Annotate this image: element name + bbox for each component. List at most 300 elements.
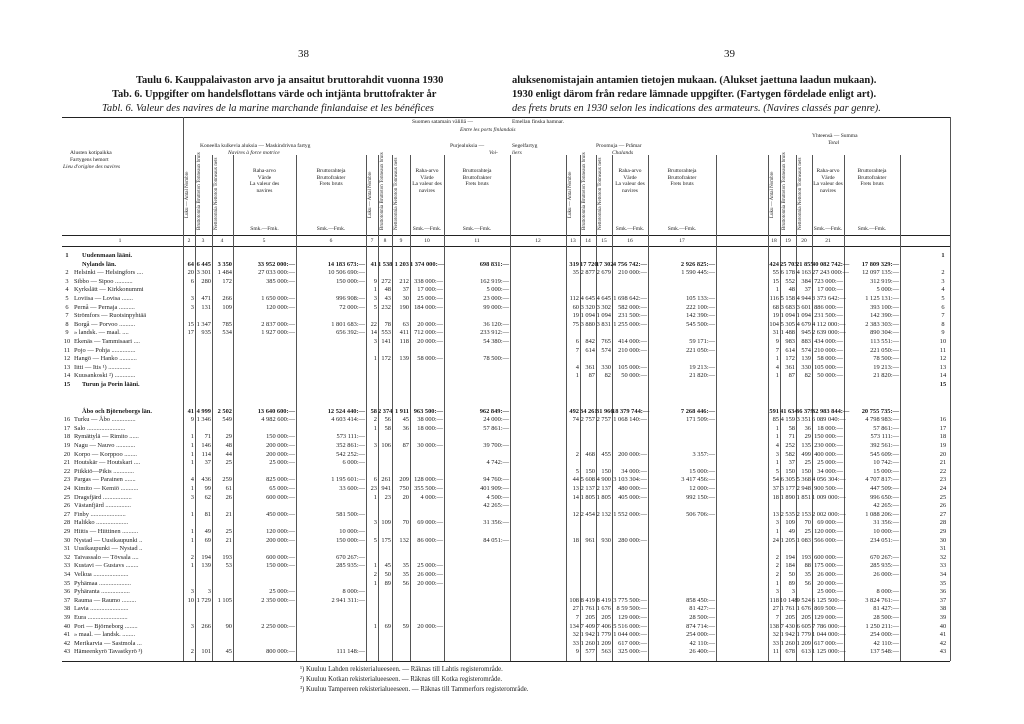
cell-value: 7 268 446:— bbox=[680, 407, 715, 415]
table-row bbox=[0, 408, 1024, 417]
cell-value: 6 178 bbox=[780, 269, 795, 277]
row-number: 25 bbox=[63, 493, 71, 501]
cell-value: 1 590 445:— bbox=[681, 269, 715, 277]
header-home-fi: Alusten kotipaikka bbox=[70, 150, 112, 156]
cell-value: 750 bbox=[399, 485, 409, 492]
row-number: 10 bbox=[63, 338, 71, 345]
cell-value: 10 000:— bbox=[339, 528, 365, 535]
cell-value: 101 bbox=[201, 648, 211, 656]
table-row bbox=[0, 545, 1024, 554]
cell-value: 1 779 bbox=[796, 631, 811, 639]
cell-value: 87 bbox=[788, 372, 795, 380]
cell-value: 3 bbox=[190, 588, 194, 596]
cell-value: 99 bbox=[204, 485, 211, 492]
cell-value: 1 bbox=[190, 528, 194, 535]
cell-value: 384 bbox=[801, 277, 811, 285]
cell-value: 1 bbox=[373, 562, 377, 570]
cell-value: 254 000:— bbox=[686, 631, 715, 639]
cell-value: 3 bbox=[190, 493, 194, 501]
row-number-right: 12 bbox=[939, 355, 947, 363]
row-label: Hiitis — Hiittinen .......... bbox=[74, 528, 139, 535]
subheader-value: Raha-arvo Värde La valeur des navires bbox=[813, 168, 843, 194]
table-row bbox=[0, 476, 1024, 485]
row-label: » maal. — landsk. ........ bbox=[74, 631, 136, 639]
row-number: 17 bbox=[63, 424, 71, 432]
cell-value: 11 bbox=[772, 648, 779, 656]
row-number-right: 10 bbox=[939, 338, 947, 345]
cell-value: 5 368 bbox=[796, 476, 811, 484]
cell-value: 6 bbox=[373, 476, 377, 484]
cell-value: 992 150:— bbox=[686, 493, 715, 501]
cell-value: 17 bbox=[187, 329, 194, 337]
cell-value: 34 000:— bbox=[621, 467, 647, 475]
cell-value: 1 676 bbox=[796, 605, 811, 613]
cell-value: 15 bbox=[772, 277, 779, 285]
cell-value: 3 683 bbox=[780, 303, 795, 311]
cell-value: 1 698 642:— bbox=[613, 295, 647, 302]
row-number-right: 33 bbox=[939, 562, 947, 570]
row-number-right: 30 bbox=[939, 536, 947, 544]
cell-value: 58 000:— bbox=[417, 355, 443, 363]
cell-value: 87 bbox=[402, 442, 409, 449]
cell-value: 54 380:— bbox=[483, 338, 509, 345]
column-number: 7 bbox=[370, 238, 374, 244]
cell-value: 3 bbox=[373, 519, 377, 527]
cell-value: 1 260 bbox=[780, 639, 795, 647]
cell-value: 25 bbox=[804, 528, 811, 535]
row-number: 19 bbox=[63, 442, 71, 449]
cell-value: 14 bbox=[370, 329, 377, 337]
cell-value: 1 805 bbox=[580, 493, 595, 501]
cell-value: 12 000:— bbox=[689, 485, 715, 492]
cell-value: 20 bbox=[187, 269, 194, 277]
row-number: 39 bbox=[63, 614, 71, 621]
cell-value: 961 bbox=[585, 536, 595, 544]
cell-value: 114 bbox=[201, 450, 211, 458]
cell-value: 1 255 000:— bbox=[613, 320, 647, 328]
cell-value: 8 59 500:— bbox=[616, 605, 647, 613]
cell-value: 55 bbox=[772, 269, 779, 277]
cell-value: 259 bbox=[222, 476, 232, 484]
cell-value: 210 000:— bbox=[618, 269, 647, 277]
cell-value: 32 bbox=[572, 631, 579, 639]
cell-value: 393 100:— bbox=[870, 303, 899, 311]
cell-value: 38 000:— bbox=[417, 416, 443, 424]
column-number: 1 bbox=[118, 238, 122, 244]
cell-value: 70 bbox=[402, 519, 409, 527]
cell-value: 2 137 bbox=[596, 485, 611, 492]
cell-value: 171 509:— bbox=[686, 416, 715, 424]
table-row bbox=[0, 347, 1024, 356]
cell-value: 36 bbox=[402, 424, 409, 432]
cell-value: 1 068 140:— bbox=[613, 416, 647, 424]
cell-value: 61 bbox=[225, 485, 232, 492]
table-row bbox=[0, 261, 1024, 270]
table-row bbox=[0, 321, 1024, 330]
table-row bbox=[0, 312, 1024, 321]
cell-value: 2 bbox=[775, 571, 779, 578]
cell-value: 785 bbox=[222, 320, 232, 328]
cell-value: 45 bbox=[384, 562, 391, 570]
row-number-right: 14 bbox=[939, 372, 947, 380]
cell-value: 280 000:— bbox=[618, 536, 647, 544]
cell-value: 480 000:— bbox=[618, 485, 647, 492]
cell-value: 3 320 bbox=[580, 303, 595, 311]
subheader-currency: Smk.—Fmk. bbox=[462, 226, 492, 232]
header-group-total: Yhteensä — Summa bbox=[812, 133, 858, 139]
subheader-currency: Smk.—Fmk. bbox=[857, 226, 887, 232]
row-number: 26 bbox=[63, 502, 71, 510]
cell-value: 105 000:— bbox=[618, 363, 647, 371]
cell-value: 69 000:— bbox=[817, 519, 843, 527]
cell-value: 78 500:— bbox=[483, 355, 509, 363]
cell-value: 6 605 bbox=[796, 622, 811, 630]
cell-value: 1 650 000:— bbox=[261, 295, 295, 302]
cell-value: 17 000:— bbox=[417, 286, 443, 294]
row-label: Borgå — Porvoo .......... bbox=[74, 320, 136, 328]
subheader-vertical: Nettotonnia Nettoton Tonneaux nets bbox=[798, 157, 803, 230]
table-row bbox=[0, 528, 1024, 537]
cell-value: 19 bbox=[572, 312, 579, 320]
cell-value: 5 bbox=[373, 536, 377, 544]
cell-value: 209 bbox=[399, 476, 409, 484]
cell-value: 19 213:— bbox=[689, 363, 715, 371]
cell-value: 617 000:— bbox=[618, 639, 647, 647]
cell-value: 5 305 bbox=[780, 320, 795, 328]
cell-value: 1 805 bbox=[596, 493, 611, 501]
subheader-vertical: Luku — Antal Nombre bbox=[185, 171, 190, 219]
cell-value: 65 000:— bbox=[269, 485, 295, 492]
row-number-right: 17 bbox=[939, 424, 947, 432]
cell-value: 12 097 135:— bbox=[862, 269, 899, 277]
cell-value: 266 bbox=[201, 622, 211, 630]
cell-value: 883 bbox=[801, 338, 811, 345]
cell-value: 134 bbox=[569, 622, 579, 630]
cell-value: 30 bbox=[402, 295, 409, 302]
cell-value: 104 bbox=[769, 320, 779, 328]
cell-value: 3 831 bbox=[596, 320, 611, 328]
row-label: Sibbo — Sipoo ........... bbox=[74, 277, 133, 285]
cell-value: 401 909:— bbox=[480, 485, 509, 492]
cell-value: 1 676 bbox=[596, 605, 611, 613]
cell-value: 2 926 825:— bbox=[680, 260, 715, 268]
cell-value: 2 454 bbox=[580, 510, 595, 518]
cell-value: 2 bbox=[190, 553, 194, 561]
cell-value: 27 bbox=[572, 605, 579, 613]
table-top-rule bbox=[62, 117, 950, 118]
cell-value: 5 bbox=[575, 467, 579, 475]
cell-value: 200 000:— bbox=[618, 450, 647, 458]
cell-value: 20 000:— bbox=[817, 579, 843, 587]
cell-value: 31 356:— bbox=[483, 519, 509, 527]
cell-value: 1 094 bbox=[796, 312, 811, 320]
subheader-freight: Bruttorahteja Bruttofrakter Frets bruts bbox=[462, 168, 492, 187]
cell-value: 35 bbox=[572, 269, 579, 277]
subheader-freight: Bruttorahteja Bruttofrakter Frets bruts bbox=[667, 168, 697, 187]
row-number-right: 1 bbox=[941, 252, 945, 259]
cell-value: 4 645 bbox=[580, 295, 595, 302]
cell-value: 2 502 bbox=[217, 407, 232, 415]
cell-value: 1 761 bbox=[780, 605, 795, 613]
row-label: Uudenmaan lääni. bbox=[82, 252, 133, 259]
header-group-finnish-fi: Suomen satamain välillä — bbox=[412, 119, 473, 125]
cell-value: 566 000:— bbox=[814, 536, 843, 544]
cell-value: 74 bbox=[572, 416, 579, 424]
row-label: Taivassalo — Tövsala .... bbox=[74, 553, 139, 561]
cell-value: 17 720 bbox=[580, 260, 598, 268]
cell-value: 19 213:— bbox=[873, 363, 899, 371]
cell-value: 330 bbox=[801, 363, 811, 371]
cell-value: 447 509:— bbox=[870, 485, 899, 492]
cell-value: 670 267:— bbox=[870, 553, 899, 561]
cell-value: 60 bbox=[572, 303, 579, 311]
cell-value: 385 000:— bbox=[266, 277, 295, 285]
cell-value: 82 bbox=[604, 372, 611, 380]
cell-value: 617 000:— bbox=[814, 639, 843, 647]
subheader-vertical: Luku — Antal Nombre bbox=[568, 171, 573, 219]
cell-value: 26 bbox=[225, 493, 232, 501]
cell-value: 5 158 bbox=[780, 295, 795, 302]
cell-value: 591 bbox=[769, 407, 779, 415]
table-row bbox=[0, 338, 1024, 347]
column-number: 16 bbox=[627, 238, 633, 244]
row-number-right: 37 bbox=[939, 596, 947, 604]
cell-value: 1 bbox=[373, 355, 377, 363]
cell-value: 37 bbox=[788, 459, 795, 467]
table-row bbox=[0, 329, 1024, 338]
cell-value: 3 bbox=[207, 588, 211, 596]
cell-value: 105 000:— bbox=[814, 363, 843, 371]
cell-value: 266 bbox=[222, 295, 232, 302]
row-label: Pojo — Pohja ............... bbox=[74, 346, 136, 354]
cell-value: 27 243 000:— bbox=[812, 269, 849, 277]
cell-value: 2 757 bbox=[580, 416, 595, 424]
cell-value: 205 bbox=[785, 614, 795, 621]
cell-value: 146 bbox=[201, 442, 211, 449]
cell-value: 1 009 000:— bbox=[812, 493, 846, 501]
cell-value: 4 999 bbox=[196, 407, 211, 415]
cell-value: 69 bbox=[204, 536, 211, 544]
cell-value: 7 409 bbox=[580, 622, 595, 630]
cell-value: 37 bbox=[804, 286, 811, 294]
cell-value: 450 000:— bbox=[266, 510, 295, 518]
cell-value: 1 374 000:— bbox=[410, 260, 445, 268]
table-row bbox=[0, 554, 1024, 563]
cell-value: 18 000:— bbox=[417, 424, 443, 432]
cell-value: 210 000:— bbox=[618, 346, 647, 354]
cell-value: 31 356:— bbox=[873, 519, 899, 527]
cell-value: 40 082 742:— bbox=[812, 260, 850, 268]
header-home-sv: Fartygens hemort bbox=[70, 157, 109, 163]
table-row bbox=[0, 425, 1024, 434]
cell-value: 1 bbox=[373, 579, 377, 587]
cell-value: 12 524 440:— bbox=[327, 407, 365, 415]
column-number: 4 bbox=[220, 238, 224, 244]
cell-value: 414 000:— bbox=[618, 338, 647, 345]
row-number: 37 bbox=[63, 596, 71, 604]
cell-value: 319 bbox=[569, 260, 579, 268]
row-number: 38 bbox=[63, 605, 71, 613]
cell-value: 78 500:— bbox=[873, 355, 899, 363]
cell-value: 930 bbox=[601, 536, 611, 544]
row-number: 22 bbox=[63, 467, 71, 475]
cell-value: 17 302 bbox=[596, 260, 614, 268]
cell-value: 142 390:— bbox=[870, 312, 899, 320]
cell-value: 87 bbox=[588, 372, 595, 380]
cell-value: 89 bbox=[384, 579, 391, 587]
cell-value: 712 000:— bbox=[414, 329, 443, 337]
cell-value: 1 761 bbox=[580, 605, 595, 613]
row-label: Dragsfjärd .................. bbox=[74, 493, 132, 501]
cell-value: 35 bbox=[804, 571, 811, 578]
cell-value: 2 002 000:— bbox=[812, 510, 846, 518]
row-label: Piikkiö—Pikis ............. bbox=[74, 467, 135, 475]
row-number: 6 bbox=[65, 303, 69, 311]
cell-value: 21 bbox=[225, 510, 232, 518]
cell-value: 573 111:— bbox=[870, 433, 899, 441]
cell-value: 5 000:— bbox=[876, 286, 899, 294]
cell-value: 20 000:— bbox=[417, 579, 443, 587]
row-label: Strömfors — Ruotsinpyhtää bbox=[74, 312, 147, 320]
cell-value: 858 450:— bbox=[686, 596, 715, 604]
cell-value: 261 bbox=[381, 476, 391, 484]
row-number-right: 27 bbox=[939, 510, 947, 518]
cell-value: 534 bbox=[222, 329, 232, 337]
cell-value: 12 bbox=[572, 510, 579, 518]
table-row bbox=[0, 648, 1024, 657]
cell-value: 996 908:— bbox=[336, 295, 365, 302]
row-number: 42 bbox=[63, 639, 71, 647]
row-number-right: 41 bbox=[939, 631, 947, 639]
cell-value: 56 bbox=[402, 579, 409, 587]
cell-value: 577 bbox=[585, 648, 595, 656]
cell-value: 1 203 bbox=[394, 260, 409, 268]
table-row bbox=[0, 364, 1024, 373]
table-row bbox=[0, 442, 1024, 451]
cell-value: 35 bbox=[402, 571, 409, 578]
header-group-finnish-fr: Entre les ports finlandais bbox=[460, 127, 516, 133]
cell-value: 1 bbox=[373, 622, 377, 630]
cell-value: 1 851 bbox=[796, 493, 811, 501]
cell-value: 4 163 bbox=[796, 269, 811, 277]
cell-value: 312 919:— bbox=[870, 277, 899, 285]
row-number: 32 bbox=[63, 553, 71, 561]
cell-value: 5 bbox=[373, 303, 377, 311]
cell-value: 49 bbox=[788, 528, 795, 535]
cell-value: 44 bbox=[225, 450, 232, 458]
table-row bbox=[0, 355, 1024, 364]
row-number: 13 bbox=[63, 363, 71, 371]
cell-value: 581 500:— bbox=[336, 510, 365, 518]
cell-value: 32 983 844:— bbox=[812, 407, 850, 415]
cell-value: 3 601 bbox=[796, 303, 811, 311]
cell-value: 200 000:— bbox=[266, 442, 295, 449]
cell-value: 1 bbox=[775, 424, 779, 432]
cell-value: 50 bbox=[384, 571, 391, 578]
cell-value: 111 148:— bbox=[336, 648, 365, 656]
cell-value: 34 261 bbox=[580, 407, 598, 415]
cell-value: 6 000:— bbox=[342, 459, 365, 467]
cell-value: 2 132 bbox=[596, 510, 611, 518]
cell-value: 184 000:— bbox=[414, 303, 443, 311]
footnote-2: ²) Kuuluu Kotkan rekisterialueeseen. — Räknas till Kotka registerområde. bbox=[300, 676, 503, 683]
cell-value: 49 bbox=[204, 528, 211, 535]
cell-value: 24 bbox=[772, 536, 779, 544]
title-fi-left: Taulu 6. Kauppalaivaston arvo ja ansaitut bruttorahdit vuonna 1930 bbox=[136, 75, 444, 86]
cell-value: 205 bbox=[601, 614, 611, 621]
subheader-currency: Smk.—Fmk. bbox=[667, 226, 697, 232]
header-group-motor: Koneella kulkevia aluksia — Maskindrivna fartyg bbox=[200, 143, 311, 149]
row-number: 5 bbox=[65, 295, 69, 302]
cell-value: 221 050:— bbox=[686, 346, 715, 354]
table-row bbox=[0, 269, 1024, 278]
row-number-right: 21 bbox=[939, 459, 947, 467]
row-number: 43 bbox=[63, 648, 71, 656]
cell-value: 1 890 bbox=[780, 493, 795, 501]
row-label: Åbo och Björneborgs län. bbox=[82, 407, 152, 415]
row-number-right: 29 bbox=[939, 528, 947, 535]
cell-value: 20 bbox=[402, 493, 409, 501]
row-number-right: 40 bbox=[939, 622, 947, 630]
row-number: 33 bbox=[63, 562, 71, 570]
cell-value: 205 bbox=[801, 614, 811, 621]
cell-value: 582 000:— bbox=[618, 303, 647, 311]
cell-value: 2 bbox=[190, 648, 194, 656]
cell-value: 69 000:— bbox=[417, 519, 443, 527]
cell-value: 3 350 bbox=[217, 260, 232, 268]
cell-value: 58 bbox=[788, 424, 795, 432]
cell-value: 600 000:— bbox=[266, 493, 295, 501]
cell-value: 72 000:— bbox=[339, 303, 365, 311]
cell-value: 1 bbox=[190, 433, 194, 441]
cell-value: 150 bbox=[785, 467, 795, 475]
cell-value: 20 755 735:— bbox=[861, 407, 899, 415]
header-group-barges-fr: Chalands bbox=[612, 150, 634, 156]
cell-value: 285 935:— bbox=[336, 562, 365, 570]
cell-value: 2 bbox=[575, 450, 579, 458]
cell-value: 6 089 040:— bbox=[812, 416, 846, 424]
row-number-right: 7 bbox=[941, 312, 945, 320]
table-row bbox=[0, 451, 1024, 460]
cell-value: 4 056 304:— bbox=[812, 476, 846, 484]
cell-value: 2 bbox=[373, 571, 377, 578]
cell-value: 25 000:— bbox=[417, 562, 443, 570]
cell-value: 1 bbox=[775, 579, 779, 587]
title-fi-right: aluksenomistajain antamien tietojen mukaan. (Alukset jaettuna laadun mukaan). bbox=[512, 75, 877, 86]
cell-value: 118 bbox=[399, 338, 409, 345]
row-label: Loviisa — Lovisa ....... bbox=[74, 295, 133, 302]
row-number-right: 20 bbox=[939, 450, 947, 458]
footnote-3: ³) Kuuluu Tampereen rekisterialueeseen. — Räknas till Tammerfors registerområde. bbox=[300, 686, 529, 693]
row-number-right: 9 bbox=[941, 329, 945, 337]
cell-value: 890 304:— bbox=[870, 329, 899, 337]
cell-value: 492 bbox=[569, 407, 579, 415]
cell-value: 89 bbox=[788, 579, 795, 587]
cell-value: 105 133:— bbox=[686, 295, 715, 302]
row-number-right: 24 bbox=[939, 485, 947, 492]
cell-value: 4 000:— bbox=[420, 493, 443, 501]
cell-value: 37 bbox=[772, 485, 779, 492]
table-row bbox=[0, 494, 1024, 503]
cell-value: 1 209 bbox=[796, 639, 811, 647]
cell-value: 42 265:— bbox=[873, 502, 899, 510]
cell-value: 141 bbox=[381, 338, 391, 345]
column-number: 8 bbox=[383, 238, 387, 244]
cell-value: 233 912:— bbox=[480, 329, 509, 337]
table-row bbox=[0, 623, 1024, 632]
cell-value: 900 500:— bbox=[814, 485, 843, 492]
cell-value: 25 bbox=[225, 528, 232, 535]
